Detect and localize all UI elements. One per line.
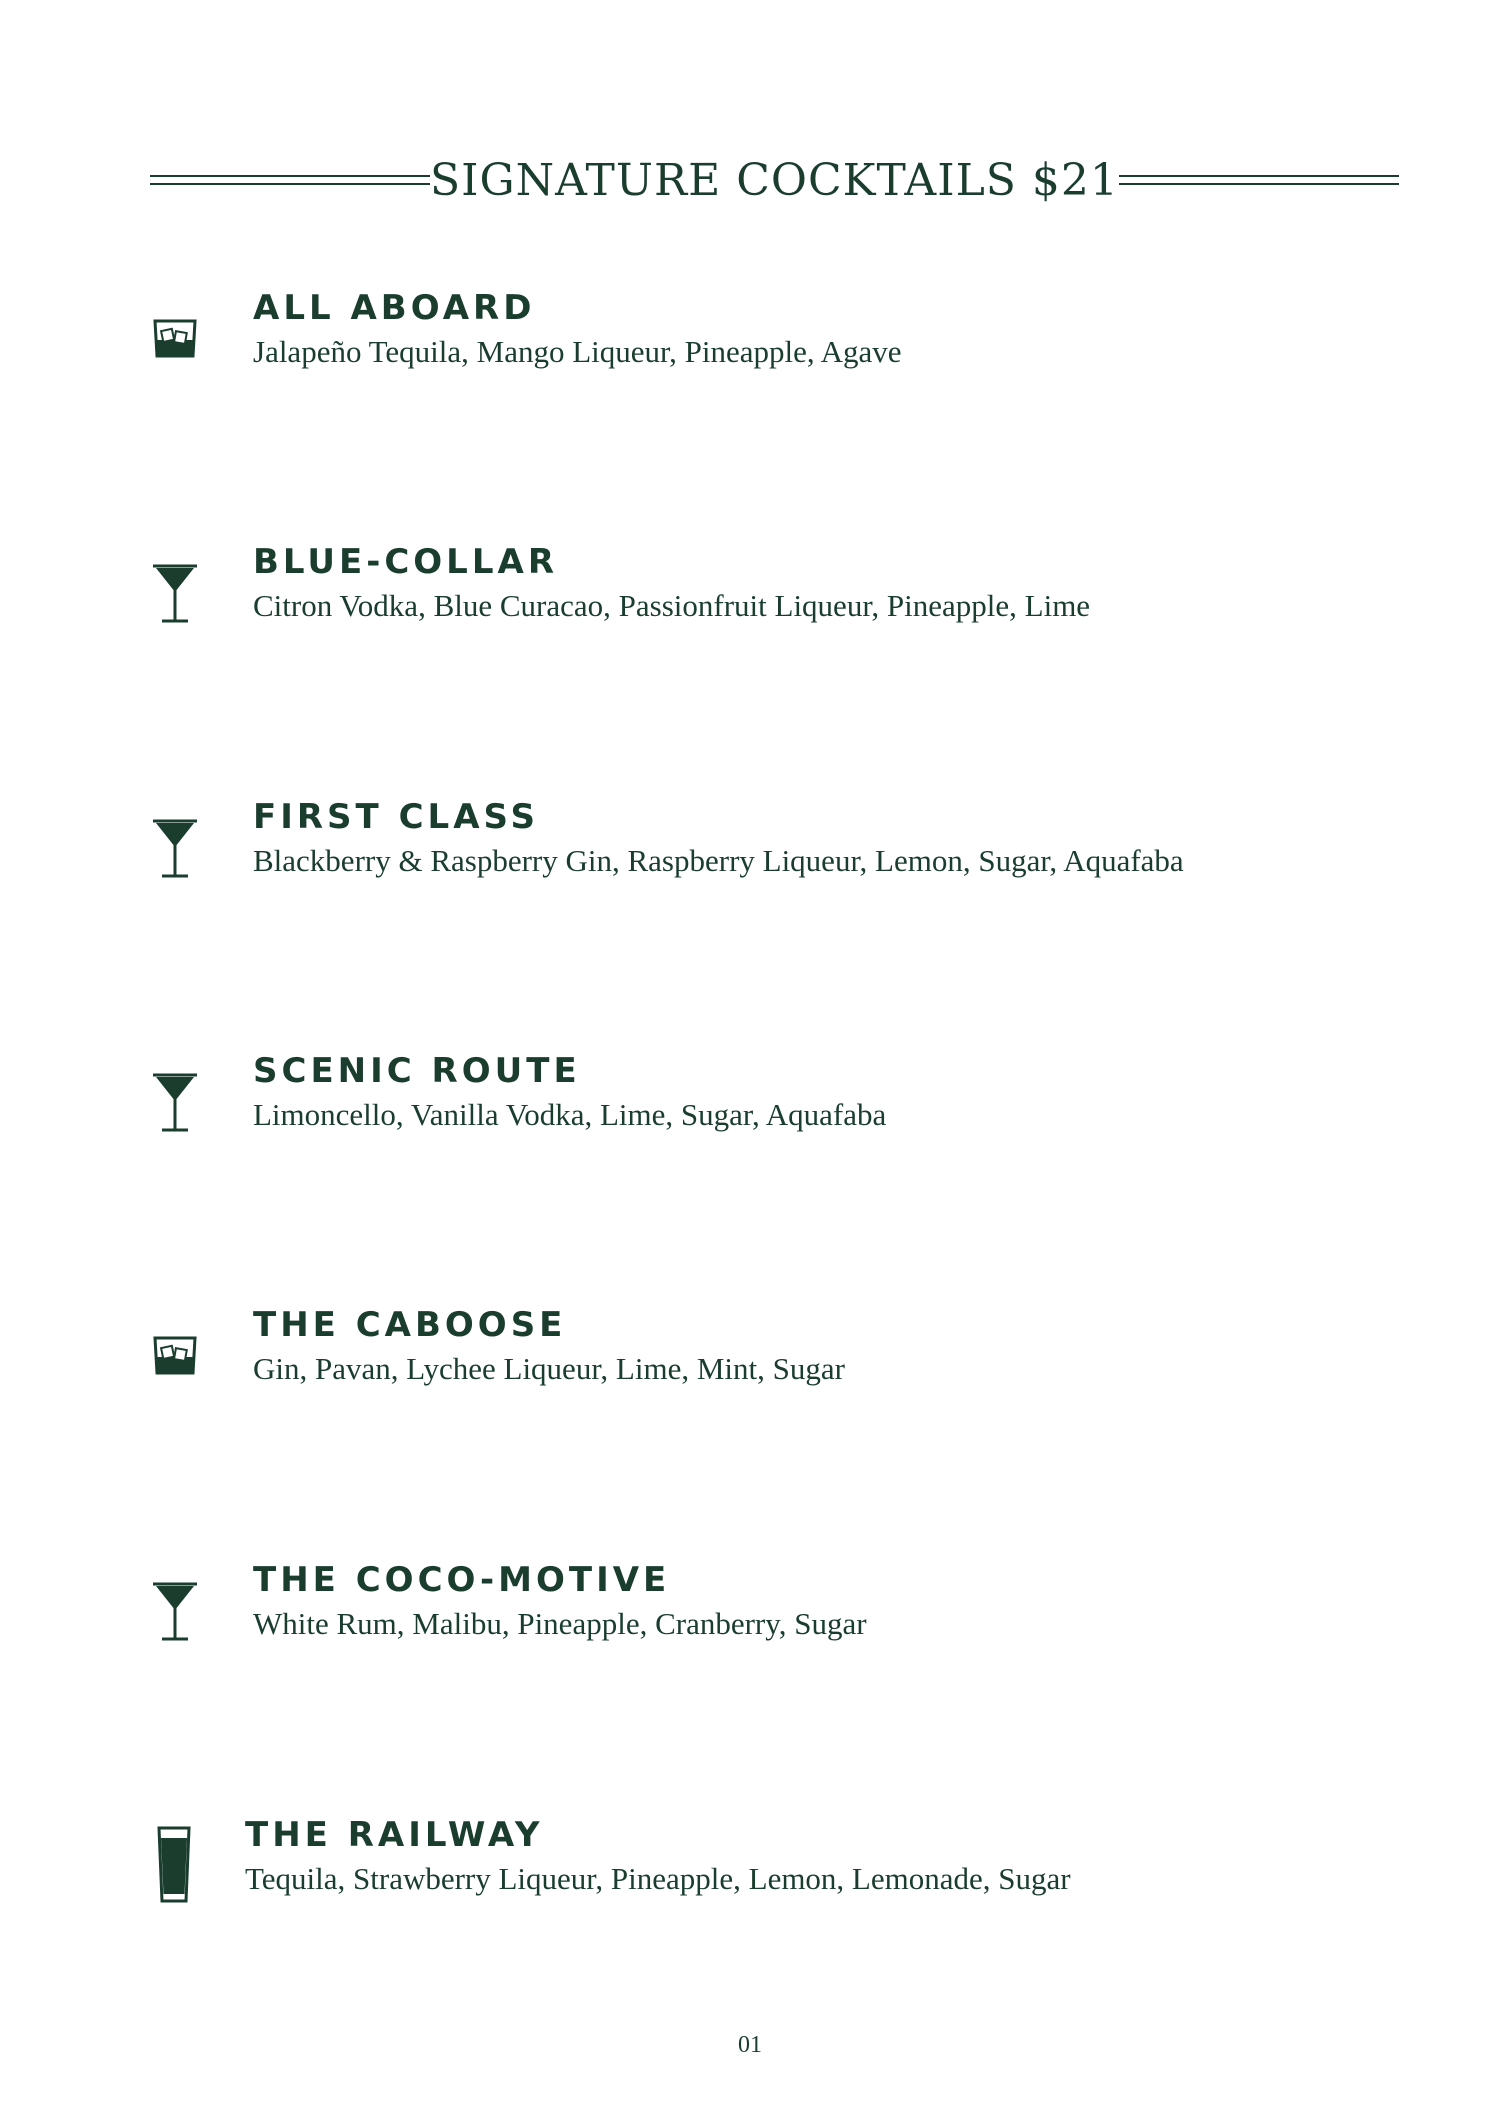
- martini-glass-icon: [150, 1578, 200, 1648]
- header-rule-left: [150, 175, 430, 185]
- menu-item-the-railway: [150, 1815, 1363, 1915]
- item-description: Limoncello, Vanilla Vodka, Lime, Sugar, Aquafaba: [253, 1097, 887, 1132]
- item-name: BLUE-COLLAR: [253, 542, 558, 582]
- item-description: Gin, Pavan, Lychee Liqueur, Lime, Mint, Sugar: [253, 1351, 845, 1386]
- menu-item-the-coco-motive: [150, 1560, 1363, 1660]
- menu-header: [150, 150, 1363, 210]
- menu-item-first-class: [150, 797, 1363, 897]
- rocks-glass-icon: [150, 1323, 200, 1393]
- martini-glass-icon: [150, 560, 200, 630]
- menu-item-all-aboard: [150, 288, 1363, 388]
- menu-item-the-caboose: [150, 1305, 1363, 1405]
- item-description: White Rum, Malibu, Pineapple, Cranberry, Sugar: [253, 1606, 867, 1641]
- menu-item-scenic-route: [150, 1051, 1363, 1151]
- item-name: THE RAILWAY: [245, 1815, 544, 1855]
- highball-glass-icon: [150, 1825, 200, 1905]
- menu-title: SIGNATURE COCKTAILS $21: [430, 154, 1119, 206]
- item-name: THE CABOOSE: [253, 1305, 567, 1345]
- item-name: SCENIC ROUTE: [253, 1051, 581, 1091]
- header-rule-right: [1119, 175, 1399, 185]
- item-description: Blackberry & Raspberry Gin, Raspberry Liqueur, Lemon, Sugar, Aquafaba: [253, 843, 1184, 878]
- rocks-glass-icon: [150, 306, 200, 376]
- item-description: Tequila, Strawberry Liqueur, Pineapple, Lemon, Lemonade, Sugar: [245, 1861, 1071, 1896]
- martini-glass-icon: [150, 815, 200, 885]
- item-name: FIRST CLASS: [253, 797, 539, 837]
- item-name: THE COCO-MOTIVE: [253, 1560, 671, 1600]
- page-number: 01: [738, 2032, 762, 2058]
- item-name: ALL ABOARD: [253, 288, 536, 328]
- item-description: Citron Vodka, Blue Curacao, Passionfruit Liqueur, Pineapple, Lime: [253, 588, 1091, 623]
- martini-glass-icon: [150, 1069, 200, 1139]
- item-description: Jalapeño Tequila, Mango Liqueur, Pineapple, Agave: [253, 334, 902, 369]
- menu-item-blue-collar: [150, 542, 1363, 642]
